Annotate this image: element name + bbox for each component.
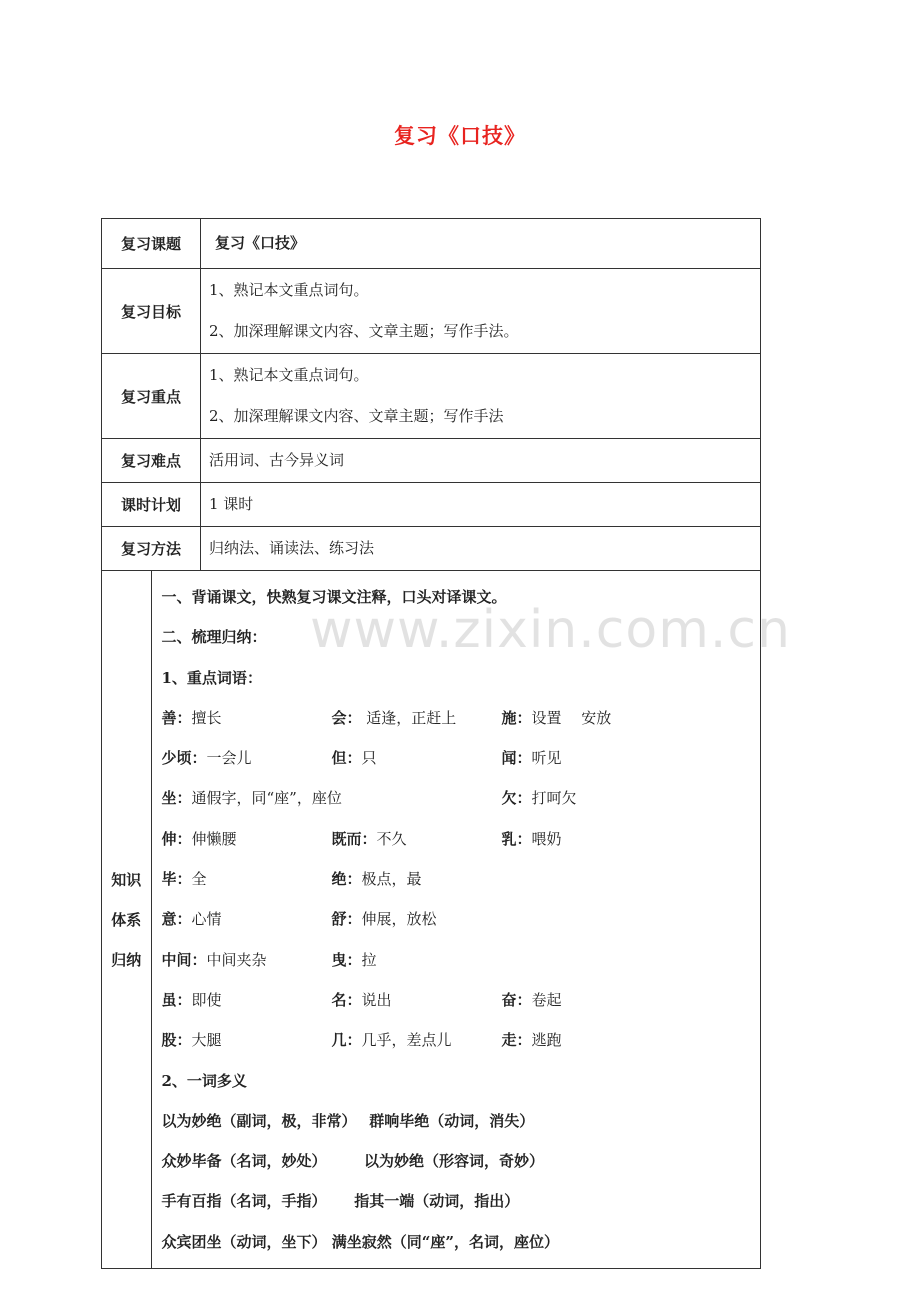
vocab-term: 坐： <box>161 789 192 808</box>
knowledge-heading-1: 一、背诵课文，快熟复习课文注释，口头对译课文。 <box>161 588 507 606</box>
vocab-definition: 即使 <box>191 990 222 1009</box>
value-time: 1 课时 <box>201 483 761 527</box>
vocab-definition: 一会儿 <box>206 749 252 768</box>
knowledge-label-line-3: 归纳 <box>111 950 142 969</box>
goal-line-1: 1、熟记本文重点词句。 <box>209 281 369 299</box>
vocab-definition: 伸懒腰 <box>191 829 237 848</box>
vocab-definition: 说出 <box>361 990 392 1009</box>
lesson-plan-table <box>101 218 761 1269</box>
vocab-term: 施： <box>501 708 532 727</box>
label-topic: 复习课题 <box>102 219 201 269</box>
vocab-definition: 只 <box>361 749 377 768</box>
vocab-term: 欠： <box>501 789 532 808</box>
row-goal <box>102 269 761 354</box>
knowledge-label-line-2: 体系 <box>111 910 142 929</box>
vocab-term: 虽： <box>161 990 192 1009</box>
goal-line-2: 2、加深理解课文内容、文章主题；写作手法。 <box>209 322 519 340</box>
value-focus <box>201 354 761 439</box>
vocab-entry <box>162 940 267 980</box>
vocab-term: 善： <box>161 708 192 727</box>
vocab-line <box>162 980 761 1020</box>
vocab-line <box>162 698 761 738</box>
vocab-line <box>162 940 761 980</box>
vocab-entry <box>502 698 612 738</box>
document-title: 复习《口技》 <box>394 123 526 148</box>
vocab-term: 中间： <box>161 950 207 969</box>
row-time <box>102 483 761 527</box>
vocab-term: 毕： <box>161 870 192 889</box>
vocab-term: 曳： <box>331 950 362 969</box>
vocab-entry <box>502 778 577 818</box>
vocab-definition: 打呵欠 <box>531 789 577 808</box>
vocab-definition: 听见 <box>531 749 562 768</box>
vocab-entry <box>332 738 377 778</box>
vocab-definition: 卷起 <box>531 990 562 1009</box>
value-method: 归纳法、诵读法、练习法 <box>201 527 761 571</box>
vocab-entry <box>162 698 222 738</box>
value-topic <box>201 219 761 269</box>
knowledge-heading-4: 2、一词多义 <box>161 1071 247 1090</box>
vocab-entry <box>502 738 562 778</box>
vocab-line <box>162 778 761 818</box>
vocab-entry <box>162 899 222 939</box>
vocab-definition: 设置 安放 <box>531 708 612 727</box>
value-goal <box>201 269 761 354</box>
vocab-definition: 心情 <box>191 910 222 929</box>
vocab-entry <box>162 1020 222 1060</box>
vocab-entry <box>332 859 422 899</box>
vocab-definition: 全 <box>191 870 207 889</box>
label-goal: 复习目标 <box>102 269 201 354</box>
vocab-term: 奋： <box>501 990 532 1009</box>
vocab-entry <box>502 819 562 859</box>
vocab-term: 乳： <box>501 829 532 848</box>
vocab-definition: 适逢，正赶上 <box>361 708 457 727</box>
vocab-term: 意： <box>161 910 192 929</box>
vocab-term: 既而： <box>331 829 377 848</box>
vocab-term: 伸： <box>161 829 192 848</box>
vocab-entry <box>162 859 207 899</box>
vocab-term: 会： <box>331 708 362 727</box>
vocab-term: 舒： <box>331 910 362 929</box>
vocab-entry <box>332 1020 452 1060</box>
polysemy-line-2: 众妙毕备（名词，妙处） 以为妙绝（形容词，奇妙） <box>161 1152 545 1171</box>
row-difficulty <box>102 439 761 483</box>
vocab-term: 绝： <box>331 870 362 889</box>
vocab-definition: 不久 <box>376 829 407 848</box>
label-method: 复习方法 <box>102 527 201 571</box>
vocab-entry <box>332 940 377 980</box>
vocab-definition: 逃跑 <box>531 1031 562 1050</box>
focus-line-2: 2、加深理解课文内容、文章主题；写作手法 <box>209 407 504 425</box>
vocab-entry <box>332 698 457 738</box>
vocab-definition: 伸展，放松 <box>361 910 437 929</box>
vocab-entry <box>332 819 407 859</box>
label-difficulty: 复习难点 <box>102 439 201 483</box>
vocab-entry <box>162 778 342 818</box>
knowledge-label-line-1: 知识 <box>111 870 142 889</box>
vocab-line <box>162 1020 761 1060</box>
vocab-line <box>162 899 761 939</box>
polysemy-line-4: 众宾团坐（动词，坐下） 满坐寂然（同“座”，名词，座位） <box>161 1232 559 1251</box>
knowledge-heading-3: 1、重点词语： <box>161 668 262 687</box>
vocab-entry <box>502 980 562 1020</box>
vocab-entry <box>162 738 252 778</box>
row-method <box>102 527 761 571</box>
polysemy-line-1: 以为妙绝（副词，极，非常） 群响毕绝（动词，消失） <box>161 1111 535 1130</box>
polysemy-line-3: 手有百指（名词，手指） 指其一端（动词，指出） <box>161 1192 520 1211</box>
label-focus: 复习重点 <box>102 354 201 439</box>
vocab-entry <box>332 899 437 939</box>
label-time: 课时计划 <box>102 483 201 527</box>
vocab-term: 闻： <box>501 749 532 768</box>
vocab-term: 股： <box>161 1031 192 1050</box>
watermark-text: www.zixin.com.cn <box>310 600 791 660</box>
knowledge-body <box>151 571 761 1269</box>
vocab-term: 名： <box>331 990 362 1009</box>
vocab-entry <box>162 980 222 1020</box>
value-difficulty: 活用词、古今异义词 <box>201 439 761 483</box>
vocab-line <box>162 859 761 899</box>
knowledge-heading-2: 二、梳理归纳： <box>161 628 267 647</box>
vocab-definition: 几乎，差点儿 <box>361 1031 452 1050</box>
row-topic <box>102 219 761 269</box>
focus-line-1: 1、熟记本文重点词句。 <box>209 366 369 384</box>
vocab-definition: 大腿 <box>191 1031 222 1050</box>
vocab-line <box>162 738 761 778</box>
vocab-definition: 通假字，同“座”，座位 <box>191 789 342 808</box>
vocab-entry <box>332 980 392 1020</box>
vocab-definition: 中间夹杂 <box>206 950 267 969</box>
vocab-term: 走： <box>501 1031 532 1050</box>
row-focus <box>102 354 761 439</box>
topic-text: 复习《口技》 <box>215 234 306 252</box>
vocab-definition: 擅长 <box>191 708 222 727</box>
vocab-term: 但： <box>331 749 362 768</box>
vocab-entry <box>502 1020 562 1060</box>
vocab-entry <box>162 819 237 859</box>
vocab-term: 少顷： <box>161 749 207 768</box>
label-knowledge <box>102 571 152 1269</box>
row-knowledge <box>102 571 761 1269</box>
vocab-term: 几： <box>331 1031 362 1050</box>
vocab-definition: 极点，最 <box>361 870 422 889</box>
vocab-definition: 拉 <box>361 950 377 969</box>
vocab-definition: 喂奶 <box>531 829 562 848</box>
vocab-line <box>162 819 761 859</box>
vocab-list <box>162 698 761 1061</box>
